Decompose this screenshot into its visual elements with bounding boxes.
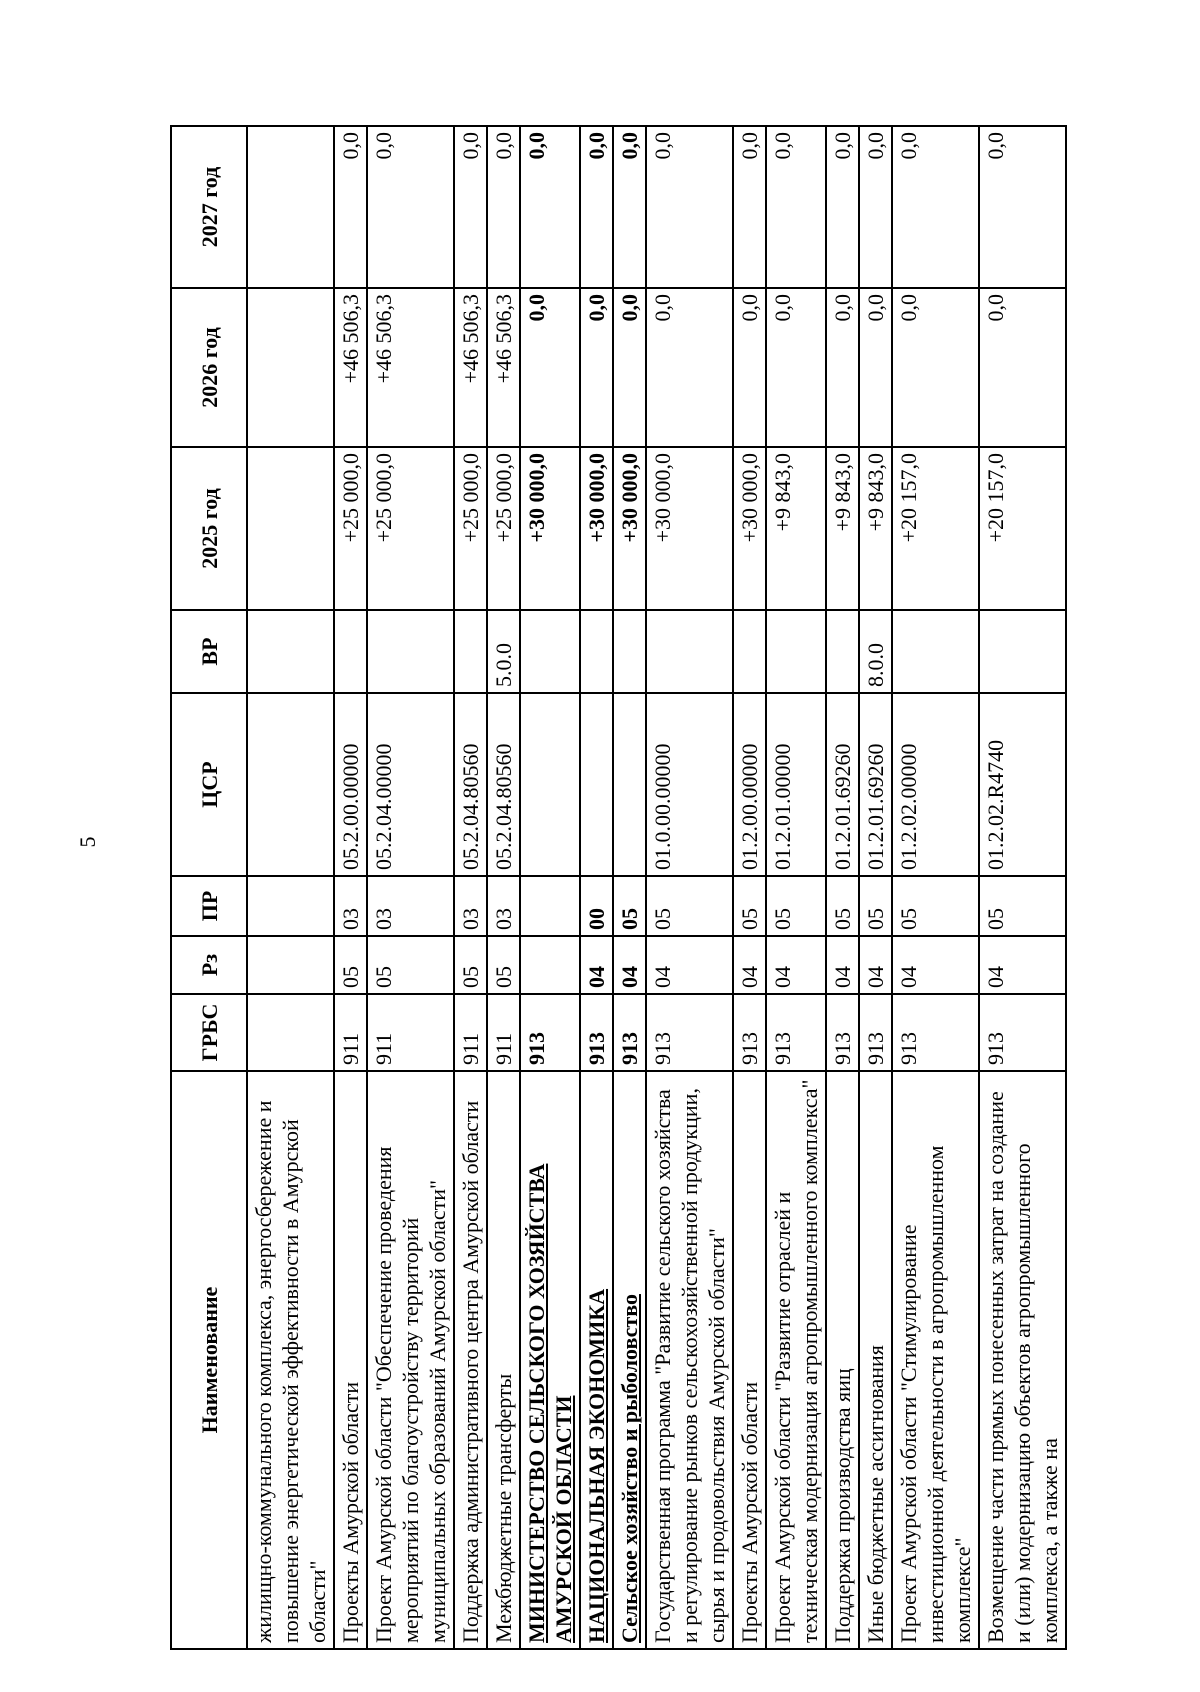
- cell-2025: +30 000,0: [613, 447, 646, 610]
- cell-2027: 0,0: [733, 126, 766, 288]
- cell-2026: +46 506,3: [487, 288, 520, 447]
- cell-2026: 0,0: [892, 288, 979, 447]
- table-row: [646, 126, 733, 1649]
- cell-vr: [367, 610, 454, 693]
- cell-2027: 0,0: [454, 126, 487, 288]
- cell-csr: [520, 693, 580, 876]
- cell-2025: +25 000,0: [334, 447, 367, 610]
- cell-name: Проекты Амурской области: [733, 1071, 766, 1649]
- rotated-table-container: [170, 127, 1200, 1650]
- cell-2025: +20 157,0: [892, 447, 979, 610]
- cell-2027: 0,0: [826, 126, 859, 288]
- cell-2026: 0,0: [766, 288, 826, 447]
- cell-pr: 03: [487, 876, 520, 936]
- cell-grbs: 911: [367, 994, 454, 1071]
- cell-csr: 05.2.04.00000: [367, 693, 454, 876]
- cell-pr: [247, 876, 334, 936]
- cell-vr: [334, 610, 367, 693]
- cell-grbs: 913: [766, 994, 826, 1071]
- header-2025: 2025 год: [171, 447, 247, 610]
- cell-name: МИНИСТЕРСТВО СЕЛЬСКОГО ХОЗЯЙСТВА АМУРСКОЙ ОБЛАСТИ: [520, 1071, 580, 1649]
- cell-grbs: 913: [520, 994, 580, 1071]
- cell-vr: [580, 610, 613, 693]
- header-row: [171, 126, 247, 1649]
- table-row: [826, 126, 859, 1649]
- cell-csr: 01.2.00.00000: [733, 693, 766, 876]
- cell-rz: 04: [892, 936, 979, 994]
- cell-2025: +20 157,0: [979, 447, 1066, 610]
- cell-csr: 05.2.00.00000: [334, 693, 367, 876]
- table-row: [892, 126, 979, 1649]
- cell-2026: [247, 288, 334, 447]
- cell-2025: [247, 447, 334, 610]
- header-rz: Рз: [171, 936, 247, 994]
- cell-pr: 05: [859, 876, 892, 936]
- cell-grbs: 913: [613, 994, 646, 1071]
- cell-csr: 01.2.01.00000: [766, 693, 826, 876]
- cell-pr: 05: [766, 876, 826, 936]
- cell-name: Проект Амурской области "Обеспечение проведения мероприятий по благоустройству территорий муниципальных образований Амурской области": [367, 1071, 454, 1649]
- table-row: [733, 126, 766, 1649]
- cell-2025: +25 000,0: [454, 447, 487, 610]
- cell-vr: [733, 610, 766, 693]
- cell-csr: 01.2.02.R4740: [979, 693, 1066, 876]
- cell-2027: 0,0: [520, 126, 580, 288]
- cell-vr: [766, 610, 826, 693]
- page-number: 5: [75, 836, 100, 848]
- header-csr: ЦСР: [171, 693, 247, 876]
- cell-2027: 0,0: [367, 126, 454, 288]
- cell-vr: [646, 610, 733, 693]
- cell-pr: 05: [733, 876, 766, 936]
- table-row: [979, 126, 1066, 1649]
- header-name: Наименование: [171, 1071, 247, 1649]
- cell-2027: 0,0: [487, 126, 520, 288]
- cell-csr: [580, 693, 613, 876]
- cell-pr: 05: [826, 876, 859, 936]
- cell-vr: [613, 610, 646, 693]
- budget-table: [170, 125, 1067, 1650]
- cell-2026: +46 506,3: [454, 288, 487, 447]
- cell-2026: 0,0: [733, 288, 766, 447]
- cell-csr: 05.2.04.80560: [487, 693, 520, 876]
- cell-pr: 05: [892, 876, 979, 936]
- cell-name: Поддержка административного центра Амурской области: [454, 1071, 487, 1649]
- cell-2025: +30 000,0: [580, 447, 613, 610]
- cell-rz: 04: [613, 936, 646, 994]
- cell-2025: +30 000,0: [520, 447, 580, 610]
- cell-grbs: 913: [733, 994, 766, 1071]
- cell-vr: 8.0.0: [859, 610, 892, 693]
- cell-grbs: 911: [334, 994, 367, 1071]
- cell-vr: [979, 610, 1066, 693]
- cell-2026: 0,0: [859, 288, 892, 447]
- cell-2026: +46 506,3: [334, 288, 367, 447]
- cell-grbs: 913: [859, 994, 892, 1071]
- cell-2027: 0,0: [892, 126, 979, 288]
- cell-csr: 01.2.01.69260: [859, 693, 892, 876]
- cell-2025: +25 000,0: [367, 447, 454, 610]
- cell-rz: [520, 936, 580, 994]
- cell-name: Проект Амурской области "Стимулирование инвестиционной деятельности в агропромышленном комплексе": [892, 1071, 979, 1649]
- cell-rz: 04: [979, 936, 1066, 994]
- cell-pr: 05: [979, 876, 1066, 936]
- table-row: [334, 126, 367, 1649]
- cell-pr: 00: [580, 876, 613, 936]
- cell-vr: [520, 610, 580, 693]
- cell-2025: +9 843,0: [826, 447, 859, 610]
- cell-2026: 0,0: [580, 288, 613, 447]
- cell-grbs: 913: [826, 994, 859, 1071]
- header-grbs: ГРБС: [171, 994, 247, 1071]
- cell-name: Сельское хозяйство и рыболовство: [613, 1071, 646, 1649]
- cell-rz: 05: [367, 936, 454, 994]
- cell-rz: 04: [646, 936, 733, 994]
- cell-2026: 0,0: [826, 288, 859, 447]
- cell-rz: 05: [487, 936, 520, 994]
- cell-2027: 0,0: [580, 126, 613, 288]
- cell-grbs: 913: [979, 994, 1066, 1071]
- cell-2027: 0,0: [334, 126, 367, 288]
- cell-vr: 5.0.0: [487, 610, 520, 693]
- table-row: [454, 126, 487, 1649]
- cell-2026: 0,0: [520, 288, 580, 447]
- cell-2026: 0,0: [979, 288, 1066, 447]
- header-2026: 2026 год: [171, 288, 247, 447]
- cell-2026: 0,0: [613, 288, 646, 447]
- cell-pr: [520, 876, 580, 936]
- table-row: [766, 126, 826, 1649]
- cell-grbs: 911: [454, 994, 487, 1071]
- cell-vr: [454, 610, 487, 693]
- table-row: [859, 126, 892, 1649]
- cell-rz: 04: [859, 936, 892, 994]
- cell-csr: [613, 693, 646, 876]
- table-row: [520, 126, 580, 1649]
- table-body: [247, 126, 1066, 1649]
- cell-vr: [826, 610, 859, 693]
- header-2027: 2027 год: [171, 126, 247, 288]
- cell-2025: +30 000,0: [646, 447, 733, 610]
- cell-name: Межбюджетные трансферты: [487, 1071, 520, 1649]
- table-row: [367, 126, 454, 1649]
- cell-pr: 03: [334, 876, 367, 936]
- table-row: [613, 126, 646, 1649]
- cell-pr: 03: [454, 876, 487, 936]
- cell-vr: [892, 610, 979, 693]
- cell-csr: [247, 693, 334, 876]
- cell-grbs: 911: [487, 994, 520, 1071]
- cell-rz: 04: [766, 936, 826, 994]
- cell-2027: 0,0: [859, 126, 892, 288]
- cell-name: жилищно-коммунального комплекса, энергосбережение и повышение энергетической эффективности в Амурской области": [247, 1071, 334, 1649]
- cell-pr: 03: [367, 876, 454, 936]
- cell-name: Проекты Амурской области: [334, 1071, 367, 1649]
- table-row: [487, 126, 520, 1649]
- cell-2027: 0,0: [979, 126, 1066, 288]
- cell-2025: +25 000,0: [487, 447, 520, 610]
- cell-2027: 0,0: [646, 126, 733, 288]
- cell-rz: 04: [733, 936, 766, 994]
- cell-name: Возмещение части прямых понесенных затрат на создание и (или) модернизацию объектов агропромышленного комплекса, а также на: [979, 1071, 1066, 1649]
- cell-2027: [247, 126, 334, 288]
- cell-2026: 0,0: [646, 288, 733, 447]
- cell-name: Государственная программа "Развитие сельского хозяйства и регулирование рынков сельскохозяйственной продукции, сырья и продовольствия Амурской области": [646, 1071, 733, 1649]
- cell-2027: 0,0: [613, 126, 646, 288]
- cell-grbs: 913: [646, 994, 733, 1071]
- cell-name: Иные бюджетные ассигнования: [859, 1071, 892, 1649]
- cell-csr: 01.2.02.00000: [892, 693, 979, 876]
- cell-2025: +30 000,0: [733, 447, 766, 610]
- header-pr: ПР: [171, 876, 247, 936]
- cell-grbs: [247, 994, 334, 1071]
- cell-rz: [247, 936, 334, 994]
- table-row: [247, 126, 334, 1649]
- cell-name: Проект Амурской области "Развитие отраслей и техническая модернизация агропромышленного комплекса": [766, 1071, 826, 1649]
- table-row: [580, 126, 613, 1649]
- cell-rz: 05: [334, 936, 367, 994]
- cell-rz: 05: [454, 936, 487, 994]
- cell-name: НАЦИОНАЛЬНАЯ ЭКОНОМИКА: [580, 1071, 613, 1649]
- cell-rz: 04: [826, 936, 859, 994]
- cell-name: Поддержка производства яиц: [826, 1071, 859, 1649]
- cell-csr: 05.2.04.80560: [454, 693, 487, 876]
- cell-pr: 05: [613, 876, 646, 936]
- cell-csr: 01.2.01.69260: [826, 693, 859, 876]
- cell-2025: +9 843,0: [859, 447, 892, 610]
- cell-csr: 01.0.00.00000: [646, 693, 733, 876]
- cell-2026: +46 506,3: [367, 288, 454, 447]
- cell-rz: 04: [580, 936, 613, 994]
- cell-grbs: 913: [580, 994, 613, 1071]
- header-vr: ВР: [171, 610, 247, 693]
- cell-2025: +9 843,0: [766, 447, 826, 610]
- cell-2027: 0,0: [766, 126, 826, 288]
- cell-grbs: 913: [892, 994, 979, 1071]
- cell-pr: 05: [646, 876, 733, 936]
- cell-vr: [247, 610, 334, 693]
